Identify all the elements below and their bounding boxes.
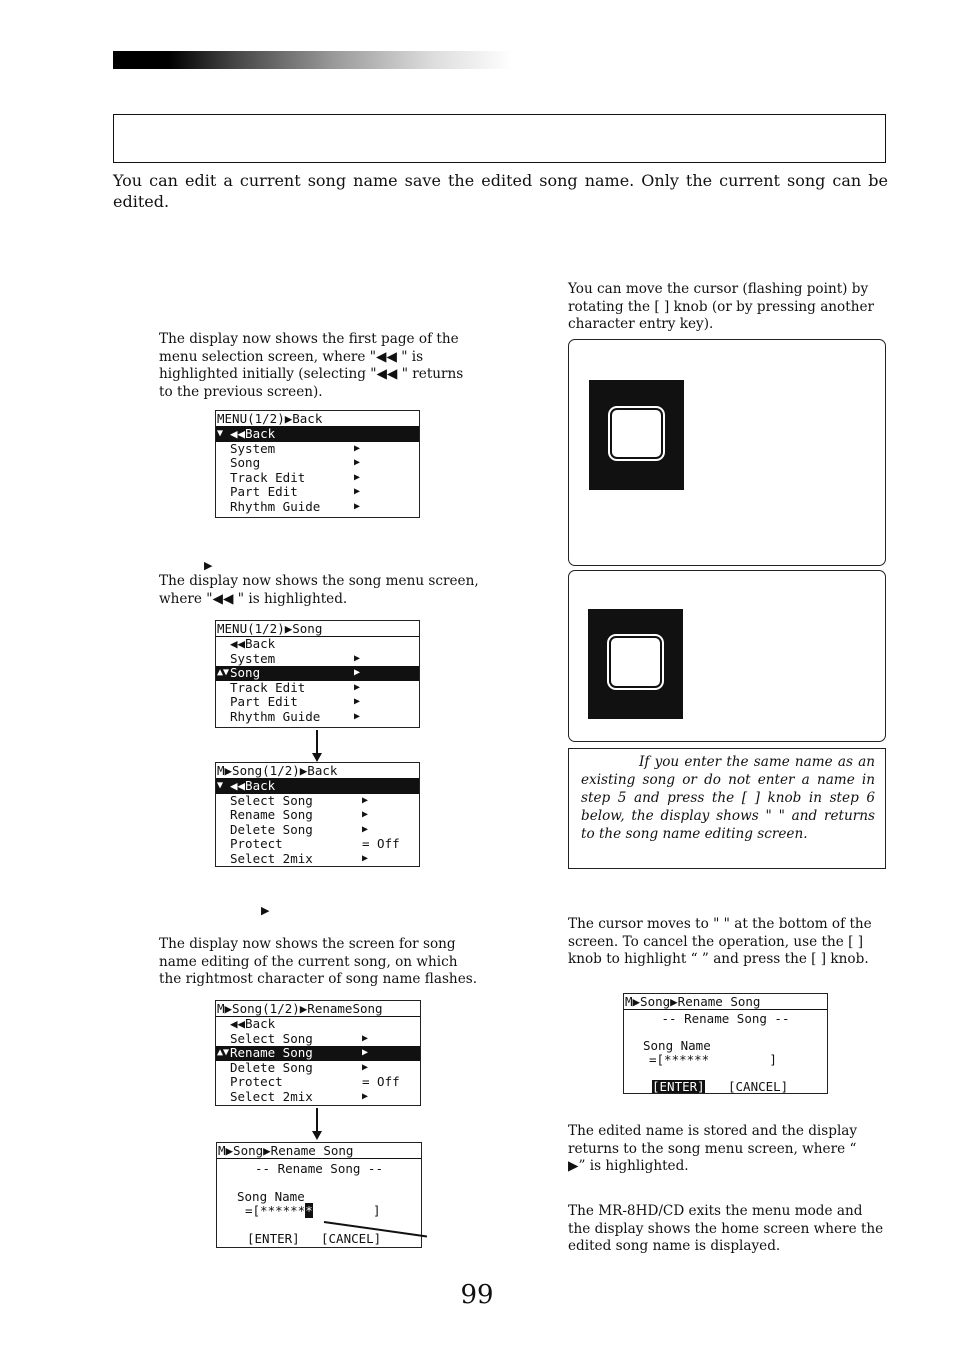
submenu-arrow-icon: ▶ <box>362 1090 369 1102</box>
lcd-menu-row <box>216 1090 420 1105</box>
lcd-menu-item-label: Delete Song <box>230 821 313 837</box>
lcd-menu-item-label: ◀◀Back <box>230 778 276 793</box>
lcd-menu-row <box>216 1061 420 1076</box>
lcd-menu-item-label: Delete Song <box>230 1059 313 1075</box>
lcd-menu-item-label: Track Edit <box>230 469 306 485</box>
lcd-song-name-field: =[****** ] <box>649 1052 777 1068</box>
lcd-menu-item-label: Song <box>230 665 261 681</box>
lcd-menu-row <box>216 485 419 500</box>
lcd-header: MENU(1/2)▶Back <box>216 411 419 427</box>
lcd-menu-song <box>215 620 420 728</box>
lcd-menu-item-label: Song <box>230 455 261 471</box>
header-gradient-bar <box>113 51 513 69</box>
lcd-menu-item-label: Select Song <box>230 792 313 808</box>
lcd-menu-item-label: Select 2mix <box>230 1088 313 1104</box>
submenu-arrow-icon: ▶ <box>354 667 361 679</box>
submenu-arrow-icon: ▶ <box>362 1032 369 1044</box>
lcd-menu-item-label: System <box>230 440 276 456</box>
lcd-song-name-label: Song Name <box>237 1188 305 1204</box>
flow-arrow-line <box>316 730 318 754</box>
lcd-menu-row <box>216 1017 420 1032</box>
exit-description: The MR-8HD/CD exits the menu mode and the display shows the home screen where the edited song name is displayed. <box>568 1203 884 1254</box>
right-arrow-icon: ▶ <box>204 559 213 572</box>
scroll-indicator-icon: ▲▼ <box>217 667 230 679</box>
lcd-header: M▶Song▶Rename Song <box>217 1143 421 1159</box>
scroll-indicator-icon: ▼ <box>217 780 224 791</box>
lcd-menu-row <box>216 500 419 515</box>
lcd-menu-row <box>216 794 419 809</box>
lcd-menu-item-label: Rename Song <box>230 807 313 823</box>
note-box: If you enter the same name as an existing song or do not enter a name in step 5 and press the [ ] knob in step 6 below, the display shows " " and returns to the song name editing screen. <box>568 748 886 869</box>
submenu-arrow-icon: ▶ <box>362 1047 369 1059</box>
lcd-enter-label: [ENTER] <box>652 1078 705 1094</box>
lcd-header: M▶Song(1/2)▶RenameSong <box>216 1001 420 1017</box>
flow-arrow-head <box>312 753 322 762</box>
submenu-arrow-icon: ▶ <box>354 652 361 664</box>
lcd-menu-item-value: = Off <box>362 1074 400 1090</box>
lcd-menu-item-label: ◀◀Back <box>230 636 276 651</box>
lcd-rename-select <box>215 1000 421 1106</box>
lcd-menu-row <box>216 808 419 823</box>
lcd-screen-title: -- Rename Song -- <box>661 1011 790 1026</box>
lcd-menu-item-label: Part Edit <box>230 694 298 710</box>
submenu-arrow-icon: ▶ <box>362 794 369 806</box>
stored-description: The edited name is stored and the display returns to the song menu screen, where “ ▶” is highlighted. <box>568 1123 858 1174</box>
lcd-flashing-cursor: * <box>305 1203 313 1219</box>
step3-description: The display now shows the screen for song name editing of the current song, on which the rightmost character of song name flashes. <box>159 936 478 987</box>
lcd-menu-row <box>216 1032 420 1047</box>
submenu-arrow-icon: ▶ <box>362 823 369 835</box>
lcd-menu-item-label: ◀◀Back <box>230 1016 276 1031</box>
lcd-menu-row <box>216 442 419 457</box>
lcd-screen-title: -- Rename Song -- <box>255 1161 383 1176</box>
lcd-menu-item-label: ◀◀Back <box>230 426 276 441</box>
submenu-arrow-icon: ▶ <box>362 852 369 864</box>
lcd-menu-row <box>216 652 419 667</box>
lcd-header: MENU(1/2)▶Song <box>216 621 419 637</box>
page-number: 99 <box>460 1280 494 1310</box>
scroll-indicator-icon: ▲▼ <box>217 1047 230 1059</box>
lcd-menu-item-label: Rhythm Guide <box>230 708 321 724</box>
lcd-menu-item-value: = Off <box>362 836 400 852</box>
submenu-arrow-icon: ▶ <box>362 1061 369 1073</box>
lcd-menu-row <box>216 427 419 442</box>
lcd-header: M▶Song▶Rename Song <box>624 994 827 1010</box>
submenu-arrow-icon: ▶ <box>354 696 361 708</box>
section-title-box <box>113 114 886 163</box>
submenu-arrow-icon: ▶ <box>354 710 361 722</box>
lcd-name-prefix: =[****** <box>245 1203 306 1219</box>
lcd-menu-row <box>216 837 419 852</box>
lcd-menu-item-label: Rhythm Guide <box>230 498 321 514</box>
cursor-move-description: You can move the cursor (flashing point) by rotating the [ ] knob (or by pressing another character entry key). <box>568 281 875 332</box>
lcd-enter-label: [ENTER] <box>247 1230 300 1246</box>
flow-arrow-line <box>316 1108 318 1132</box>
flow-arrow-head <box>312 1131 322 1140</box>
lcd-song-submenu <box>215 762 420 867</box>
key-button-icon <box>610 408 663 459</box>
lcd-header: M▶Song(1/2)▶Back <box>216 763 419 779</box>
lcd-cancel-label: [CANCEL] <box>728 1078 789 1094</box>
lcd-menu-row <box>216 710 419 725</box>
lcd-menu-row <box>216 666 419 681</box>
lcd-menu-item-label: Select 2mix <box>230 850 313 866</box>
lcd-menu-row <box>216 695 419 710</box>
lcd-menu-item-label: Track Edit <box>230 679 306 695</box>
lcd-menu-row <box>216 779 419 794</box>
lcd-rename-song-edit <box>216 1142 422 1248</box>
lcd-song-name-field <box>245 1204 380 1219</box>
submenu-arrow-icon: ▶ <box>354 457 361 469</box>
submenu-arrow-icon: ▶ <box>354 471 361 483</box>
lcd-rename-song-enter <box>623 993 828 1094</box>
submenu-arrow-icon: ▶ <box>354 681 361 693</box>
lcd-menu-back <box>215 410 420 518</box>
lcd-menu-item-label: Rename Song <box>230 1045 313 1061</box>
submenu-arrow-icon: ▶ <box>354 442 361 454</box>
submenu-arrow-icon: ▶ <box>354 486 361 498</box>
key-button-icon <box>609 636 662 688</box>
lcd-menu-row <box>216 471 419 486</box>
scroll-indicator-icon: ▼ <box>217 428 224 439</box>
submenu-arrow-icon: ▶ <box>362 809 369 821</box>
lcd-menu-row <box>216 637 419 652</box>
submenu-arrow-icon: ▶ <box>354 500 361 512</box>
lcd-menu-row <box>216 681 419 696</box>
lcd-menu-row <box>216 823 419 838</box>
lcd-menu-row <box>216 456 419 471</box>
lcd-menu-item-label: Protect <box>230 1074 283 1090</box>
lcd-menu-row <box>216 852 419 867</box>
intro-paragraph: You can edit a current song name save the edited song name. Only the current song can be edited. <box>113 171 888 211</box>
lcd-cancel-label: [CANCEL] <box>321 1230 382 1246</box>
right-arrow-icon: ▶ <box>261 904 270 917</box>
lcd-menu-row <box>216 1075 420 1090</box>
step1-description: The display now shows the first page of the menu selection screen, where "◀◀ " is highlighted initially (selecting "◀◀ " returns to the previous screen). <box>159 331 464 400</box>
lcd-menu-item-label: Protect <box>230 836 283 852</box>
lcd-menu-item-label: Select Song <box>230 1030 313 1046</box>
step-cursor-description: The cursor moves to " " at the bottom of the screen. To cancel the operation, use the [ ] knob to highlight “ ” and press the [ ] knob. <box>568 916 872 967</box>
step2-description: The display now shows the song menu screen, where "◀◀ " is highlighted. <box>159 573 479 607</box>
lcd-menu-item-label: System <box>230 650 276 666</box>
lcd-song-name-label: Song Name <box>643 1037 711 1053</box>
lcd-menu-row <box>216 1046 420 1061</box>
lcd-name-suffix: ] <box>312 1203 381 1219</box>
lcd-menu-item-label: Part Edit <box>230 484 298 500</box>
